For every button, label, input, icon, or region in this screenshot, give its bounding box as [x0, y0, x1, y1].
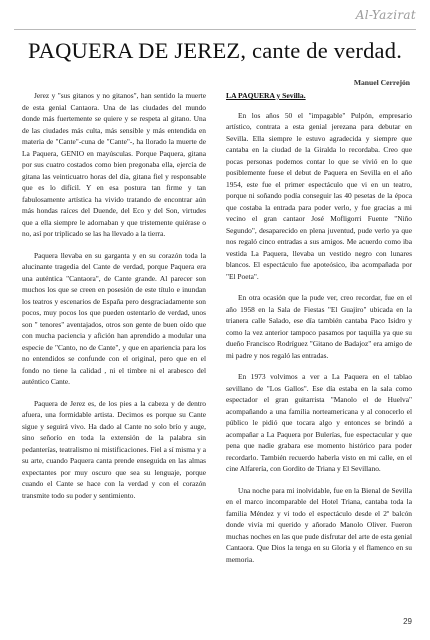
left-paragraph-1: Jerez y "sus gitanos y no gitanos", han sentido la muerte de esta genial Cantaora. Una de las ciudades del mundo donde más fuertemente se quiere y se respeta al gitano. Una de las ciudades más culta, más sensible y más entendida en materia de "Cante"-cuna de "Cante"-, ha llorado la muerte de La Paquera, GENIO en mayúsculas. Porque Paquera, gitana por sus cuatro costados como bien pregonaba ella, ejercía de gitana las veinticuatro horas del día, gitana fiel y responsable que es lo difícil. Y en esa postura tan firme y tan fabulosamente artística ha vivido tratando de encontrar aún más hondas raíces del Duende, del Eco y del Son, virtudes que a ella siempre le adornaban y que tristemente quiérase o no, así por triplicado se las ha llevado a la tierra. — [22, 91, 206, 238]
magazine-brand: Al-Yazirat — [355, 8, 416, 22]
right-paragraph-4: Una noche para mi inolvidable, fue en la Bienal de Sevilla en el marco incomparable del Hotel Triana, cantaba toda la familia Méndez y vi todo el espectáculo desde el 2º balcón donde vivía mi querido y añorado Manolo Oliver. Fueron muchas noches en las que pude disfrutar del arte de esta genial Cantaora. Que Dios la tenga en su Gloria y el flamenco en su memoria. — [226, 485, 412, 564]
right-paragraph-3: En 1973 volvimos a ver a La Paquera en el tablao sevillano de "Los Gallos". Ese día estaba en la sala como espectador el gran guitarrista "Manolo el de Huelva" acompañando a una familia norteamericana y al conocerlo el público le pidió que tocara algo y entonces se brindó a acompañar a La Paquera por Bulerías, fue espectacular y que pena que nadie grabara ese momento histórico para poder recordarlo. También recuerdo haberla visto en mi calle, en el cine Alfarería, con Gordito de Triana y El Sevillano. — [226, 372, 412, 473]
article-title: PAQUERA DE JEREZ, cante de verdad. — [27, 38, 403, 63]
section-subhead: LA PAQUERA y Sevilla. — [226, 91, 306, 100]
page-number: 29 — [403, 617, 412, 626]
right-paragraph-2: En otra ocasión que la pude ver, creo recordar, fue en el año 1958 en la Sala de Fiestas "El Guajiro" ubicada en la trianera calle Salado, ese día también cantaba Paco Isidro y como la vez anterior tampoco pasamos por taquilla ya que su dueño Francisco Rodríguez "Gitano de Badajoz" era amigo de mi padre y nos regaló las entradas. — [226, 293, 412, 360]
article-author: Manuel Cerrejón — [353, 78, 410, 87]
left-paragraph-2: Paquera llevaba en su garganta y en su corazón toda la alucinante tragedia del Cante de verdad, porque Paquera era una auténtica "Cantaora", de Cante grande. Al parecer son muchos los que se creen en posesión de este título e inundan los teatros y escenarios de España pero desgraciadamente son pocos, muy pocos los que pueden ostentarlo de verdad, unos son " tenores" aventajados, otros son gente de buen oído que con mucha paciencia y afición han aprendido a modular una especie de "Canto, no de Cante", y que en apariencia para los no entendidos se confunde con el original, pero que en el fondo no tiene la calidad , ni el timbre ni el arabesco del auténtico Cante. — [22, 250, 206, 386]
left-column — [22, 90, 206, 511]
right-paragraph-1: En los años 50 el "impagable" Pulpón, empresario artístico, contrata a esta genial jerezana para debutar en Sevilla. Ella siempre le estuvo agradecida y siempre que cantaba en la ciudad de la Giralda lo recordaba. Creo que pocas personas podemos contar lo que se vivió en lo que posiblemente fuese el debut de Paquera en Sevilla en el año 1954, este fue el primer espectáculo que vi en un teatro, porque ni soñando podía conseguir las 40 pesetas de la época que costaba la entrada para poder verlo, y fue gracias a mi vecino el gran cantaor José Mofligorri Fuente "Niño Segundo", desaparecido en plena juventud, pude verlo ya que nos regaló cinco entradas a sus amigos. Me acuerdo como iba vestida La Paquera, llevaba un vestido negro con lunares blancos. El espectáculo fue apoteósico, iba acompañada por "El Poeta". — [226, 110, 412, 281]
right-column — [226, 90, 412, 575]
header-rule — [14, 29, 416, 30]
left-paragraph-3: Paquera de Jerez es, de los pies a la cabeza y de dentro afuera, una formidable artista. Decimos es porque su Cante sigue y seguirá vivo. Ha dado al Cante no solo brío y auge, sino señorío en toda la extensión de la palabra sin pedanterías, teatralismo ni mistificaciones. Fiel a sí misma y a su arte, cuando Paquera canta prende enseguida en las almas expectantes por muy oscuro que sea su lenguaje, porque cuando el Cante se hace con la verdad y con el corazón transmite todo su poder y sentimiento. — [22, 398, 206, 500]
